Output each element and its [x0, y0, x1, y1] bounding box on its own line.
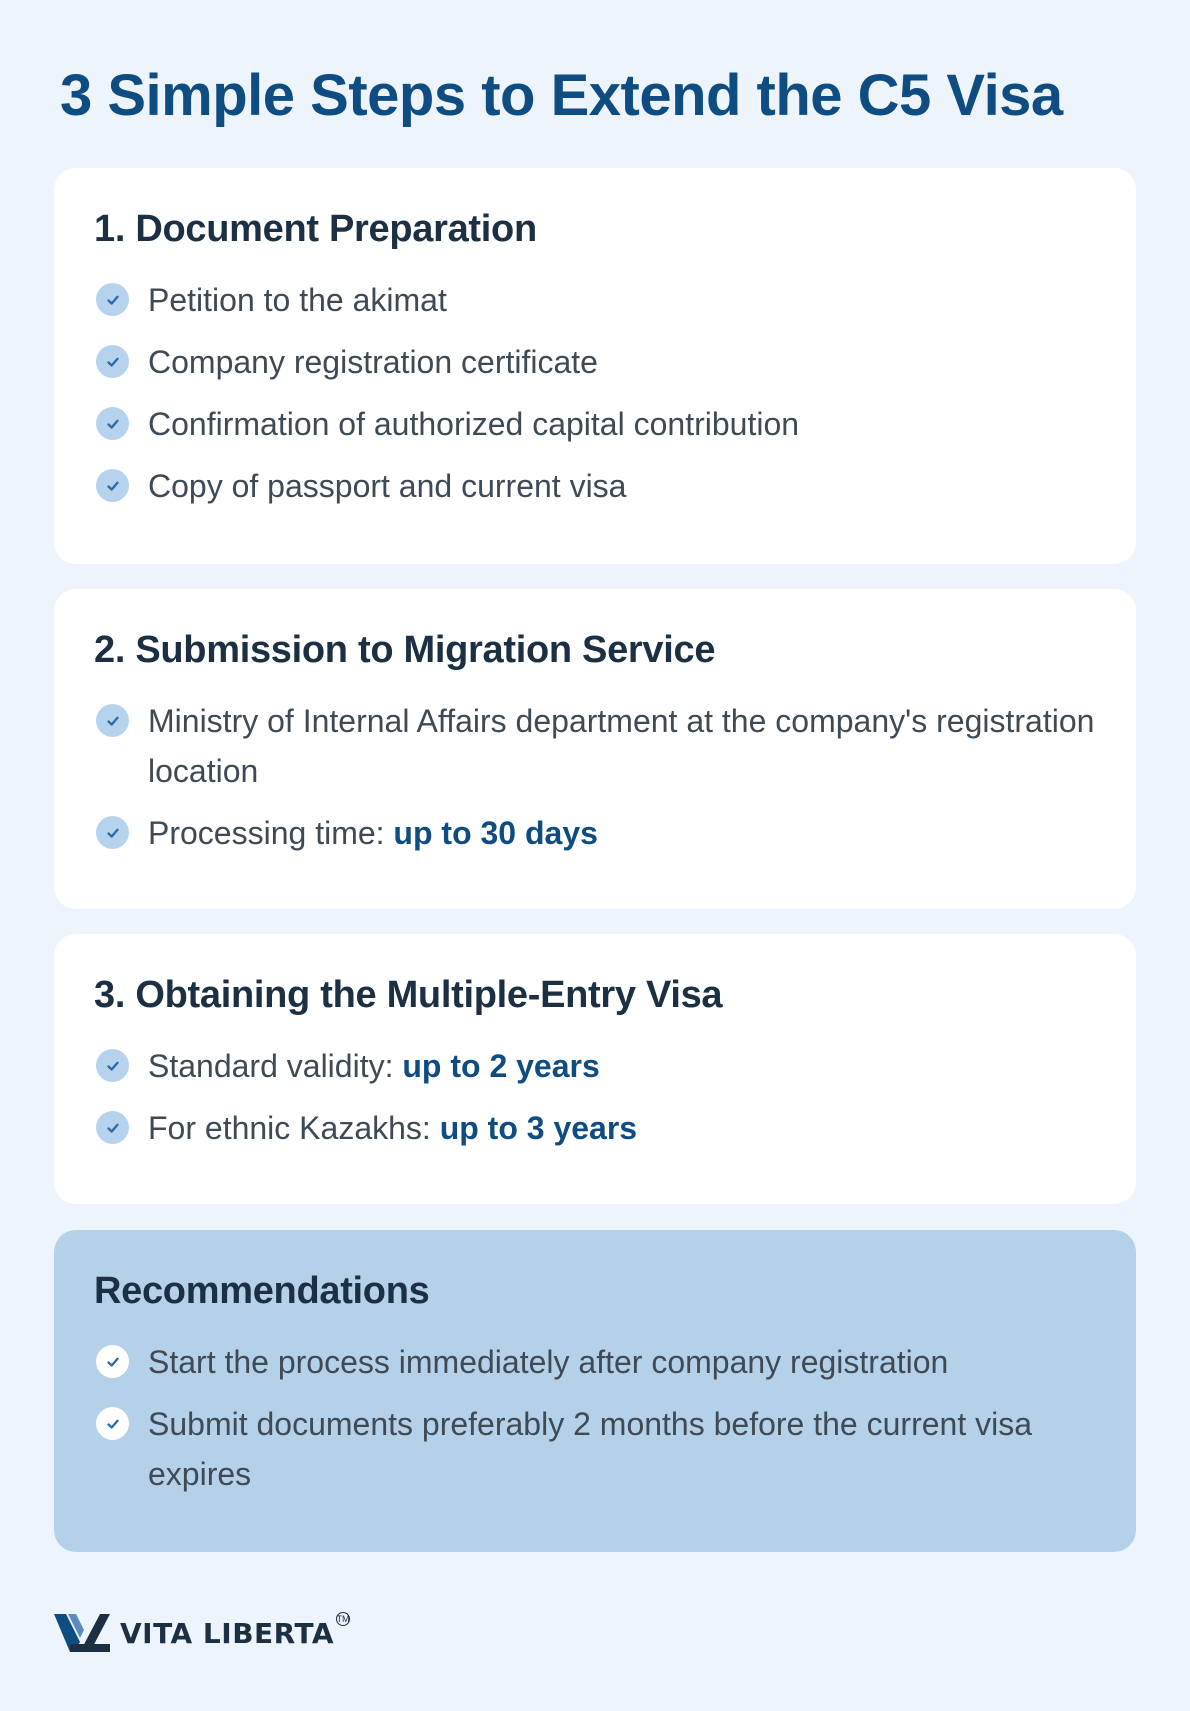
recommendations-list	[94, 1337, 1096, 1499]
list-item	[94, 1399, 1096, 1499]
list-item	[94, 1337, 1096, 1387]
list-item	[94, 1103, 1096, 1153]
step-list	[94, 696, 1096, 858]
step-heading: 2. Submission to Migration Service	[94, 629, 716, 671]
list-item	[94, 1041, 1096, 1091]
item-text: Company registration certificate	[148, 344, 598, 380]
item-text: For ethnic Kazakhs:	[148, 1110, 440, 1146]
item-highlight: up to 2 years	[402, 1048, 600, 1084]
item-text: Standard validity:	[148, 1048, 403, 1084]
step-list	[94, 275, 1096, 511]
trademark-mark: TM	[336, 1614, 350, 1624]
logo-text: VITA LIBERTA	[120, 1616, 335, 1650]
item-text: Processing time:	[148, 815, 394, 851]
page-title: 3 Simple Steps to Extend the C5 Visa	[60, 63, 1063, 128]
step-card-document-preparation	[54, 168, 1136, 564]
item-text: Start the process immediately after company registration	[148, 1344, 949, 1380]
step-card-obtaining-visa	[54, 934, 1136, 1204]
check-circle-icon	[96, 704, 129, 737]
step-heading: 1. Document Preparation	[94, 208, 537, 250]
list-item	[94, 337, 1096, 387]
item-text: Copy of passport and current visa	[148, 468, 627, 504]
check-circle-icon	[96, 1049, 129, 1082]
check-circle-icon	[96, 1111, 129, 1144]
check-circle-icon	[96, 469, 129, 502]
check-circle-icon	[96, 816, 129, 849]
item-text: Submit documents preferably 2 months before the current visa expires	[148, 1406, 1032, 1492]
item-highlight: up to 3 years	[439, 1110, 638, 1146]
item-highlight: up to 30 days	[393, 815, 598, 851]
item-text: Ministry of Internal Affairs department at the company's registration location	[148, 703, 1095, 789]
list-item	[94, 808, 1096, 858]
check-circle-icon	[96, 407, 129, 440]
vita-liberta-logo-icon	[54, 1612, 110, 1654]
step-card-submission	[54, 589, 1136, 909]
list-item	[94, 461, 1096, 511]
list-item	[94, 696, 1096, 796]
check-circle-icon	[96, 1345, 129, 1378]
step-list	[94, 1041, 1096, 1153]
check-circle-icon	[96, 1407, 129, 1440]
step-heading: 3. Obtaining the Multiple-Entry Visa	[94, 974, 723, 1016]
recommendations-card	[54, 1230, 1136, 1552]
list-item	[94, 399, 1096, 449]
recommendations-heading: Recommendations	[94, 1270, 430, 1312]
item-text: Confirmation of authorized capital contribution	[148, 406, 800, 442]
check-circle-icon	[96, 345, 129, 378]
item-text: Petition to the akimat	[148, 282, 447, 318]
list-item	[94, 275, 1096, 325]
brand-logo	[54, 1612, 350, 1654]
check-circle-icon	[96, 283, 129, 316]
